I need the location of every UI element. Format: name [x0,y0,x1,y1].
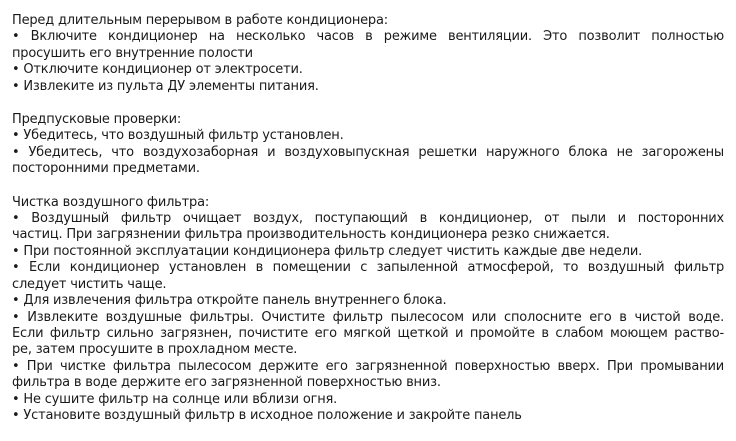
section-storage [12,13,724,95]
section-heading: Перед длительным перерывом в работе кондиционера: [12,13,388,28]
text-line: • Воздушный фильтр очищает воздух, поступающий в кондиционер, от пыли и посторонних [12,211,724,227]
text-line: • При чистке фильтра пылесосом держите его загрязненной поверхностью вверх. При промывании [12,358,724,374]
text-line: • Извлеките из пульта ДУ элементы питания. [12,78,319,94]
section-filter-cleaning [12,195,724,425]
text-line: посторонними предметами. [12,161,200,177]
text-line: • Включите кондиционер на несколько часов в режиме вентиляции. Это позволит полностью [12,29,724,45]
text-line: • Установите воздушный фильтр в исходное положение и закройте панель [12,407,522,423]
section-prestart-checks [12,112,724,178]
section-heading: Предпусковые проверки: [12,112,182,128]
text-line: • Убедитесь, что воздухозаборная и воздуховыпускная решетки наружного блока не загорожены [12,144,724,160]
text-line: фильтра в воде держите его загрязненной поверхностью вниз. [12,375,441,391]
text-line: ре, затем просушите в прохладном месте. [12,342,298,358]
text-line: • Если кондиционер установлен в помещении с запыленной атмосферой, то воздушный фильтр [12,260,724,276]
text-line: следует чистить чаще. [12,276,167,292]
text-line: • Для извлечения фильтра откройте панель внутреннего блока. [12,293,447,309]
text-line: • Отключите кондиционер от электросети. [12,62,303,78]
text-line: • Убедитесь, что воздушный фильтр установлен. [12,128,344,144]
text-line: • При постоянной эксплуатации кондиционера фильтр следует чистить каждые две недели. [12,243,643,259]
text-line: просушить его внутренние полости [12,45,253,61]
text-line: • Не сушите фильтр на солнце или вблизи огня. [12,391,338,407]
text-line: Если фильтр сильно загрязнен, почистите его мягкой щеткой и промойте в слабом моющем раство- [12,325,724,341]
text-line: • Извлеките воздушные фильтры. Очистите фильтр пылесосом или сполосните его в чистой воде. [12,309,724,325]
document-page [12,13,724,441]
text-line: частиц. При загрязнении фильтра производительность кондиционера резко снижается. [12,227,610,243]
section-heading: Чистка воздушного фильтра: [12,194,210,210]
